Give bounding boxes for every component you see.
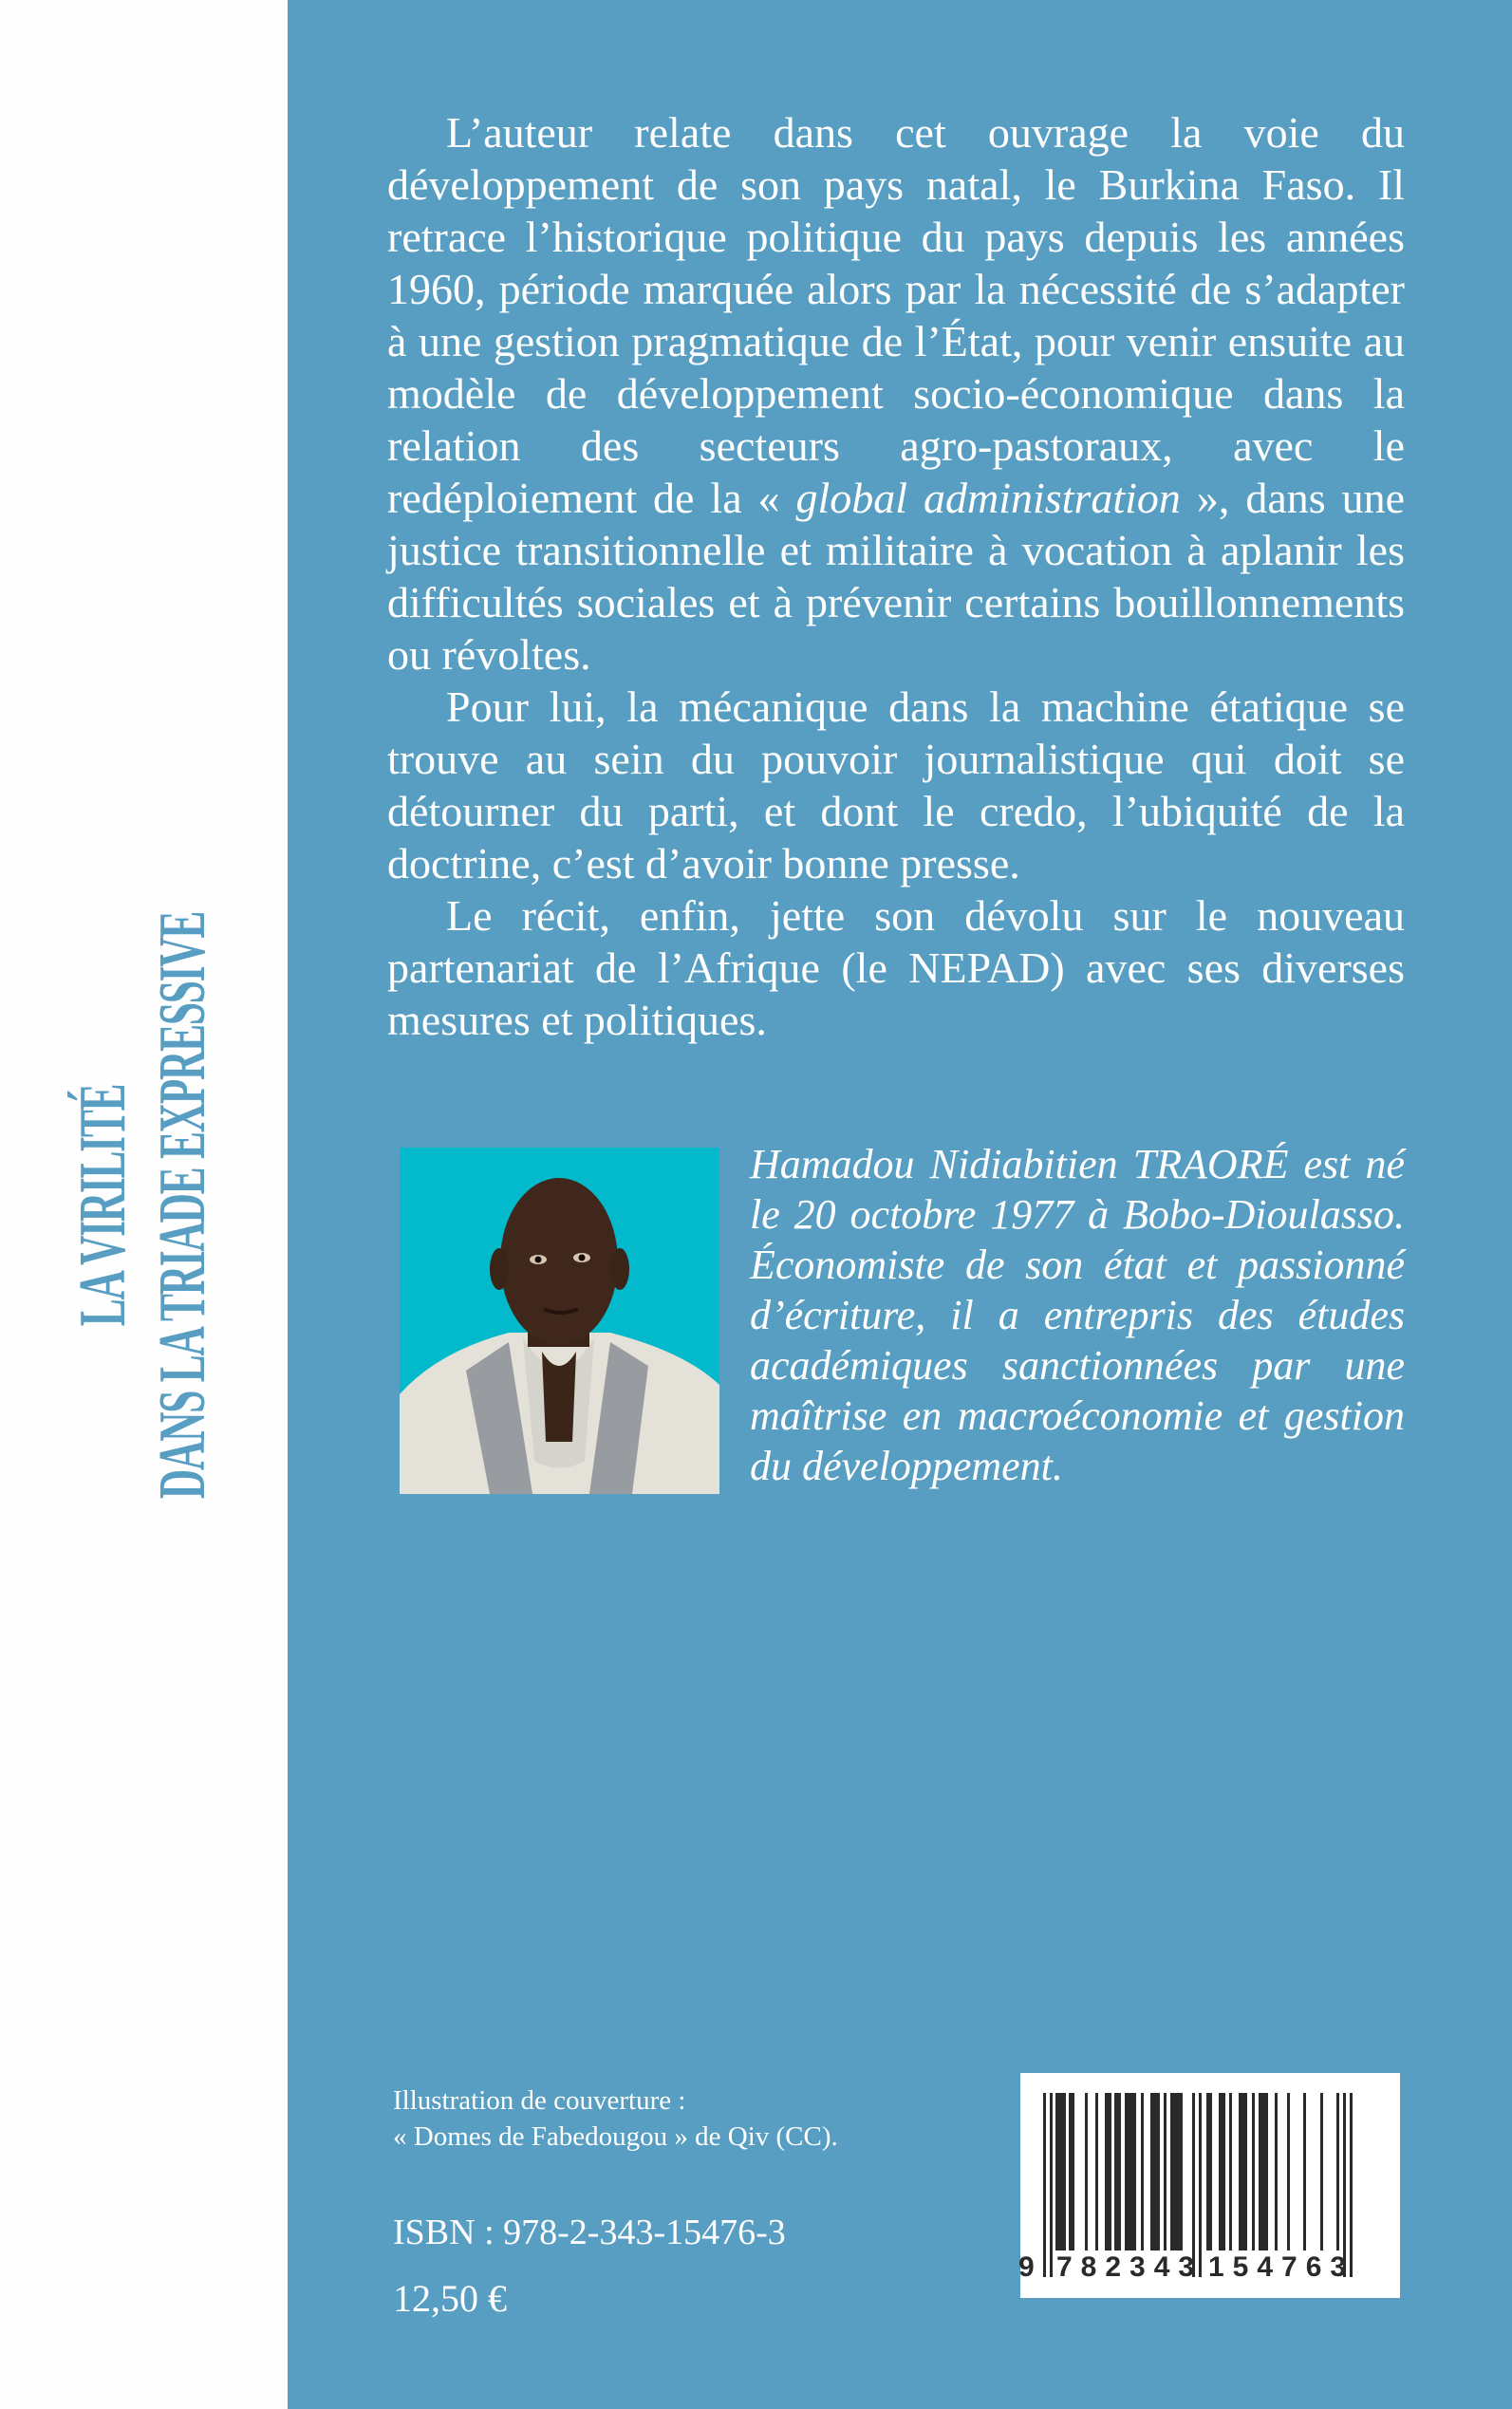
spine-title-line1: LA VIRILITÉ: [66, 1084, 140, 1327]
author-photo: [400, 1148, 719, 1494]
barcode-right-group: 154763: [1208, 2251, 1355, 2283]
book-blurb: [387, 106, 1405, 1046]
cover-illustration-credit: [393, 2082, 838, 2155]
barcode-lead-digit: 9: [1018, 2251, 1035, 2283]
credit-line-1: Illustration de couverture :: [393, 2085, 686, 2116]
barcode-left-group: 782343: [1056, 2251, 1204, 2283]
isbn: ISBN : 978-2-343-15476-3: [393, 2213, 786, 2252]
blurb-paragraph-1: L’auteur relate dans cet ouvrage la voie du développement de son pays natal, le Burkina Faso. Il retrace l’historique politique du pays depuis les années 1960, période marquée alors par la nécessité de s’adapter à une gestion pragmatique de l’État, pour venir ensuite au modèle de développement socio-économique dans la relation des secteurs agro-pastoraux, avec le redéploiement de la « global administration », dans une justice transitionnelle et militaire à vocation à aplanir les difficultés sociales et à prévenir certains bouillonnements ou révoltes.: [387, 108, 1405, 679]
book-spine: [0, 0, 288, 2409]
author-bio: [750, 1139, 1405, 1491]
blurb-paragraph-3: Le récit, enfin, jette son dévolu sur le nouveau partenariat de l’Afrique (le NEPAD) avec ses diverses mesures et politiques.: [387, 891, 1405, 1044]
author-portrait-icon: [400, 1148, 719, 1494]
credit-line-2: « Domes de Fabedougou » de Qiv (CC).: [393, 2121, 838, 2152]
barcode: [1020, 2073, 1400, 2298]
author-bio-text: est né le 20 octobre 1977 à Bobo-Dioulasso. Économiste de son état et passionné d’écriture, il a entrepris des études académiques sanctionnées par une maîtrise en macroéconomie et gestion du développement.: [750, 1141, 1406, 1489]
author-name: Hamadou Nidiabitien TRAORÉ: [750, 1141, 1289, 1187]
spine-title-line2: DANS LA TRIADE EXPRESSIVE: [146, 911, 219, 1500]
blurb-paragraph-2: Pour lui, la mécanique dans la machine étatique se trouve au sein du pouvoir journalistique qui doit se détourner du parti, et dont le credo, l’ubiquité de la doctrine, c’est d’avoir bonne presse.: [387, 682, 1405, 887]
blurb-italic-term: global administration: [795, 474, 1181, 522]
spine-title: [64, 732, 223, 1678]
price: 12,50 €: [393, 2277, 507, 2320]
